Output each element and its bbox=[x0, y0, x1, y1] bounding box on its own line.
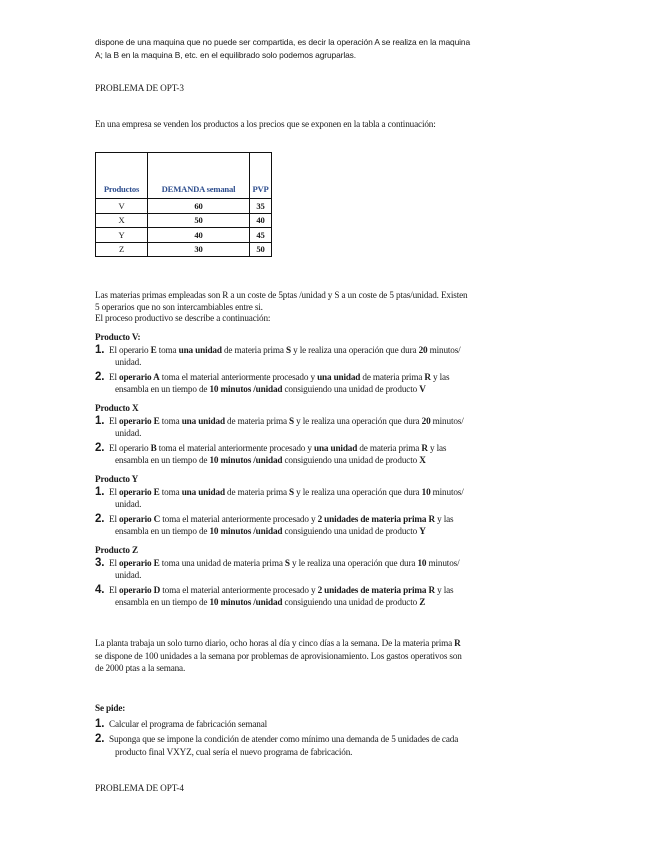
text-run: minutos/ bbox=[426, 557, 460, 568]
text-run: 10 minutos /unidad bbox=[209, 597, 283, 607]
text-run: operario D bbox=[119, 584, 161, 595]
text-run: S bbox=[289, 415, 295, 426]
text-run: minutos/ bbox=[427, 344, 461, 355]
text-run: B bbox=[150, 442, 157, 453]
text-run: 20 bbox=[421, 415, 431, 426]
text-run: La planta trabaja un solo turno diario, ocho horas al día y cinco días a la semana. De la materia prima bbox=[95, 638, 455, 648]
text-run: y las bbox=[434, 513, 454, 524]
se-pide-title: Se pide: bbox=[95, 703, 126, 713]
text-run: X bbox=[419, 455, 426, 465]
text-run: ensambla en un tiempo de bbox=[115, 455, 210, 465]
text-run: consiguiendo una unidad de producto bbox=[282, 384, 420, 394]
step-number: 1. bbox=[95, 343, 105, 356]
materials-line: El proceso productivo se describe a continuación: bbox=[95, 313, 271, 323]
text-run: R bbox=[428, 584, 435, 595]
product-z-section bbox=[95, 544, 570, 609]
text-run: S bbox=[284, 557, 290, 568]
question-number: 1. bbox=[95, 717, 105, 730]
header-demanda: DEMANDA semanal bbox=[148, 153, 250, 199]
intro-paragraph bbox=[95, 36, 570, 62]
step-number: 2. bbox=[95, 441, 105, 454]
text-run: Z bbox=[419, 597, 426, 607]
text-run: y le realiza una operación que dura bbox=[289, 557, 418, 568]
step-number: 2. bbox=[95, 512, 105, 525]
plant-line bbox=[95, 637, 570, 650]
text-run: y le realiza una operación que dura bbox=[290, 344, 419, 355]
text-run: minutos/ bbox=[430, 415, 464, 426]
text-run: de materia prima bbox=[224, 415, 290, 426]
text-run bbox=[109, 596, 570, 609]
process-step bbox=[95, 513, 570, 538]
table-cell: Z bbox=[96, 242, 148, 257]
text-run: R bbox=[428, 513, 435, 524]
step-text bbox=[109, 415, 570, 440]
text-run: 20 bbox=[418, 344, 428, 355]
product-title: Producto Y bbox=[95, 474, 139, 484]
text-run: 2 unidades de materia prima bbox=[317, 513, 427, 524]
plant-paragraph bbox=[95, 637, 570, 675]
text-run: toma bbox=[156, 344, 179, 355]
text-run: de materia prima bbox=[224, 486, 290, 497]
text-run: consiguiendo una unidad de producto bbox=[282, 597, 420, 607]
materials-line: 5 operarios que no son intercambiables entre si. bbox=[95, 301, 263, 312]
text-run: El bbox=[109, 557, 120, 568]
text-run: y las bbox=[434, 584, 454, 595]
text-run: El bbox=[109, 415, 120, 426]
text-run: consiguiendo una unidad de producto bbox=[282, 526, 420, 536]
text-run: una unidad bbox=[181, 415, 225, 426]
text-run: una unidad bbox=[181, 486, 225, 497]
table-row bbox=[96, 242, 272, 257]
text-run: toma el material anteriormente procesado y bbox=[160, 584, 318, 595]
table-cell: 30 bbox=[148, 242, 250, 257]
table-cell: 50 bbox=[148, 213, 250, 228]
text-run: unidad. bbox=[115, 428, 142, 438]
plant-line: se dispone de 100 unidades a la semana por problemas de aprovisionamiento. Los gastos operativos son bbox=[95, 650, 462, 661]
step-text bbox=[109, 557, 570, 582]
question-number: 2. bbox=[95, 733, 105, 745]
table-cell: X bbox=[96, 213, 148, 228]
text-run bbox=[109, 454, 570, 467]
text-run: toma el material anteriormente procesado y bbox=[156, 442, 314, 453]
product-title: Producto V: bbox=[95, 332, 141, 342]
text-run bbox=[109, 383, 570, 396]
text-run: unidad. bbox=[115, 357, 142, 367]
table-cell: V bbox=[96, 199, 148, 214]
text-run: y le realiza una operación que dura bbox=[294, 415, 422, 426]
table-cell: 60 bbox=[148, 199, 250, 214]
text-run: operario A bbox=[119, 371, 160, 382]
table-cell: 35 bbox=[250, 199, 272, 214]
text-run: El bbox=[109, 513, 120, 524]
product-title: Producto X bbox=[95, 403, 139, 413]
text-run: toma una unidad de materia prima bbox=[159, 557, 285, 568]
step-text bbox=[109, 371, 570, 396]
question-text: Calcular el programa de fabricación semanal bbox=[109, 718, 268, 729]
se-pide-section bbox=[95, 702, 570, 758]
table-intro: En una empresa se venden los productos a los precios que se exponen en la tabla a continuación: bbox=[95, 119, 436, 129]
process-step bbox=[95, 584, 570, 609]
step-text bbox=[109, 344, 570, 369]
table-cell: 50 bbox=[250, 242, 272, 257]
materials-line: Las materias primas empleadas son R a un coste de 5ptas /unidad y S a un coste de 5 ptas/unidad. Existen bbox=[95, 290, 468, 300]
question-text bbox=[109, 733, 570, 758]
text-run: El operario bbox=[109, 442, 151, 453]
intro-line: A; la B en la maquina B, etc. en el equilibrado solo podemos agruparlas. bbox=[95, 50, 356, 60]
step-number: 4. bbox=[95, 583, 105, 596]
text-run: ensambla en un tiempo de bbox=[115, 384, 210, 394]
text-run: 10 minutos /unidad bbox=[209, 384, 283, 394]
table-row bbox=[96, 199, 272, 214]
process-step bbox=[95, 486, 570, 511]
text-run: operario E bbox=[119, 486, 160, 497]
question-item bbox=[95, 718, 570, 731]
text-run: toma el material anteriormente procesado y bbox=[159, 371, 318, 382]
text-run: Y bbox=[419, 526, 426, 536]
text-run: consiguiendo una unidad de producto bbox=[282, 455, 420, 465]
text-run: una unidad bbox=[314, 442, 358, 453]
text-run: S bbox=[285, 344, 291, 355]
text-run: operario C bbox=[119, 513, 161, 524]
product-title: Producto Z bbox=[95, 545, 138, 555]
table-cell: 40 bbox=[250, 213, 272, 228]
table-row bbox=[96, 228, 272, 243]
text-run: minutos/ bbox=[430, 486, 464, 497]
text-run: de materia prima bbox=[360, 371, 425, 382]
process-step bbox=[95, 344, 570, 369]
text-run: una unidad bbox=[317, 371, 361, 382]
text-run: E bbox=[150, 344, 157, 355]
text-run: una unidad bbox=[178, 344, 222, 355]
table-header-row bbox=[96, 153, 272, 199]
intro-line: dispone de una maquina que no puede ser compartida, es decir la operación A se realiza en la maquina bbox=[95, 37, 471, 47]
text-run: unidad. bbox=[115, 499, 142, 509]
question-item bbox=[95, 733, 570, 758]
text-run: 10 minutos /unidad bbox=[209, 455, 283, 465]
step-text bbox=[109, 442, 570, 467]
products-table bbox=[95, 152, 272, 257]
text-run: El bbox=[109, 371, 120, 382]
text-run: y las bbox=[430, 371, 450, 382]
text-run: 10 bbox=[417, 557, 427, 568]
materials-paragraph bbox=[95, 290, 570, 325]
text-run: producto final VXYZ, cual sería el nuevo programa de fabricación. bbox=[115, 746, 353, 757]
step-number: 1. bbox=[95, 485, 105, 498]
process-step bbox=[95, 557, 570, 582]
text-run: ensambla en un tiempo de bbox=[115, 526, 210, 536]
text-run: 10 bbox=[421, 486, 431, 497]
text-run: toma bbox=[159, 415, 182, 426]
header-pvp: PVP bbox=[250, 153, 272, 199]
table-cell: Y bbox=[96, 228, 148, 243]
plant-line: de 2000 ptas a la semana. bbox=[95, 663, 186, 673]
text-run: y le realiza una operación que dura bbox=[294, 486, 422, 497]
text-run: Suponga que se impone la condición de atender como mínimo una demanda de 5 unidades de cada bbox=[109, 734, 459, 744]
text-run: S bbox=[289, 486, 295, 497]
table-cell: 40 bbox=[148, 228, 250, 243]
heading-opt4: PROBLEMA DE OPT-4 bbox=[95, 783, 184, 793]
text-run: El bbox=[109, 486, 120, 497]
heading-opt3: PROBLEMA DE OPT-3 bbox=[95, 83, 184, 93]
step-text bbox=[109, 584, 570, 609]
text-run: unidad. bbox=[115, 570, 142, 580]
text-run: toma el material anteriormente procesado y bbox=[160, 513, 318, 524]
process-step bbox=[95, 415, 570, 440]
text-run: El bbox=[109, 584, 120, 595]
step-number: 1. bbox=[95, 414, 105, 427]
process-step bbox=[95, 371, 570, 396]
step-text bbox=[109, 513, 570, 538]
step-number: 2. bbox=[95, 370, 105, 383]
text-run: 2 unidades de materia prima bbox=[317, 584, 427, 595]
text-run: de materia prima bbox=[357, 442, 422, 453]
product-x-section bbox=[95, 402, 570, 467]
product-v-section bbox=[95, 331, 570, 396]
text-run: 10 minutos /unidad bbox=[209, 526, 283, 536]
text-run: toma bbox=[159, 486, 182, 497]
text-run: ensambla en un tiempo de bbox=[115, 597, 210, 607]
text-run: V bbox=[419, 384, 426, 394]
process-step bbox=[95, 442, 570, 467]
text-run: El operario bbox=[109, 344, 151, 355]
product-y-section bbox=[95, 473, 570, 538]
header-productos: Productos bbox=[96, 153, 148, 199]
text-run bbox=[109, 525, 570, 538]
text-run: operario E bbox=[119, 557, 160, 568]
text-run: R bbox=[424, 371, 431, 382]
table-row bbox=[96, 213, 272, 228]
step-number: 3. bbox=[95, 556, 105, 569]
text-run: operario E bbox=[119, 415, 160, 426]
text-run: y las bbox=[427, 442, 447, 453]
text-run: de materia prima bbox=[221, 344, 286, 355]
text-run: R bbox=[454, 638, 461, 648]
table-cell: 45 bbox=[250, 228, 272, 243]
step-text bbox=[109, 486, 570, 511]
text-run: R bbox=[421, 442, 428, 453]
